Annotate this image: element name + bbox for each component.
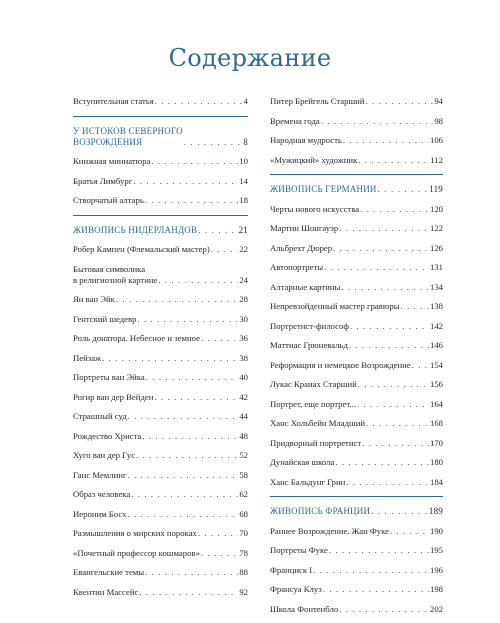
dot-leader: [324, 262, 429, 273]
page-number: 48: [239, 430, 248, 441]
dot-leader: [350, 321, 429, 332]
dot-leader: [390, 526, 429, 537]
toc-entry[interactable]: [270, 477, 443, 488]
dot-leader: [343, 135, 429, 146]
toc-entry[interactable]: [73, 509, 248, 520]
title-line: ЖИВОПИСЬ НИДЕРЛАНДОВ: [73, 224, 198, 235]
dot-leader: [371, 506, 428, 517]
dot-leader: [346, 477, 429, 488]
dot-leader: [142, 431, 238, 442]
dot-leader: [333, 243, 429, 254]
dot-leader: [201, 333, 238, 344]
page-number: 10: [239, 156, 248, 166]
dot-leader: [139, 587, 238, 598]
entry-title: Народная мудрость: [270, 135, 342, 145]
toc-entry[interactable]: [270, 243, 443, 254]
toc-entry[interactable]: [73, 450, 248, 461]
dot-leader: [154, 392, 238, 403]
entry-title: Пейзаж: [73, 352, 102, 363]
page-number: 170: [429, 437, 443, 448]
toc-entry[interactable]: [73, 294, 248, 305]
toc-entry[interactable]: [270, 545, 443, 556]
page-number: 58: [239, 469, 248, 480]
entry-title: Рождество Христа: [73, 430, 142, 441]
dot-leader: [137, 314, 238, 325]
entry-title: Портреты ван Эйка: [73, 372, 145, 382]
dot-leader: [362, 438, 429, 449]
title-line: в религиозной картине: [73, 274, 158, 285]
toc-section-heading[interactable]: [270, 506, 443, 517]
section-divider: [73, 116, 248, 117]
toc-entry[interactable]: [73, 392, 248, 403]
entry-title: Ханс Хольбейн Младший: [270, 418, 366, 428]
toc-entry[interactable]: [270, 116, 443, 127]
toc-entry[interactable]: [270, 526, 443, 537]
page-number: 134: [429, 281, 443, 292]
toc-entry[interactable]: [270, 604, 443, 615]
page-number: 36: [239, 333, 248, 343]
dot-leader: [145, 195, 239, 206]
title-line: ЖИВОПИСЬ ФРАНЦИИ: [270, 506, 371, 516]
entry-title: Раннее Возрождение. Жан Фуке: [270, 525, 389, 536]
toc-entry[interactable]: [270, 418, 443, 429]
page-number: 126: [429, 242, 443, 253]
page-number: 70: [239, 528, 248, 538]
entry-title: Непревзойденный мастер гравюры: [270, 301, 400, 311]
entry-title: Портреты Фуке: [270, 545, 328, 555]
entry-title: Реформация и немецкое Возрождение: [270, 359, 411, 370]
entry-title: Франциск I: [270, 564, 313, 575]
dot-leader: [341, 282, 429, 293]
entry-title: Мартин Шонгауэр: [270, 223, 339, 233]
page-number: 22: [239, 244, 248, 254]
toc-entry[interactable]: [270, 204, 443, 215]
section-divider: [270, 174, 443, 175]
dot-leader: [146, 372, 239, 383]
toc-entry[interactable]: [73, 470, 248, 481]
dot-leader: [349, 340, 429, 351]
page-number: 138: [429, 301, 443, 311]
entry-title: Придворный портретист: [270, 437, 362, 448]
dot-leader: [116, 294, 238, 305]
page-number: 42: [239, 391, 248, 402]
dot-leader: [151, 156, 238, 167]
toc-left-column: [73, 96, 248, 606]
toc-entry[interactable]: [73, 567, 248, 578]
dot-leader: [358, 379, 429, 390]
toc-entry[interactable]: [270, 438, 443, 449]
toc-entry[interactable]: [73, 353, 248, 364]
page-number: 184: [429, 476, 443, 487]
page-number: 106: [429, 135, 443, 145]
section-divider: [270, 496, 443, 497]
title-line: ЖИВОПИСЬ ГЕРМАНИИ: [270, 184, 377, 194]
toc-entry[interactable]: [73, 96, 248, 107]
toc-entry[interactable]: [270, 262, 443, 273]
page-number: 94: [434, 96, 443, 106]
dot-leader: [155, 96, 243, 107]
section-title: [270, 506, 370, 517]
dot-leader: [136, 450, 238, 461]
page-number: 120: [429, 203, 443, 214]
page-number: 98: [434, 115, 443, 126]
entry-title: Автопортреты: [270, 262, 324, 272]
title-line: Бытовая символика: [73, 263, 146, 274]
entry-title: Лукас Кранах Старший: [270, 379, 357, 389]
dot-leader: [201, 548, 238, 559]
page-number: 195: [429, 545, 443, 555]
toc-section-heading[interactable]: [270, 184, 443, 195]
dot-leader: [339, 223, 429, 234]
title-line: У ИСТОКОВ СЕВЕРНОГО: [73, 125, 183, 136]
page-number: 146: [429, 340, 443, 350]
page-number: 190: [429, 525, 443, 536]
entry-title: Роль донатора. Небесное и земное: [73, 333, 200, 343]
page-number: 28: [239, 294, 248, 304]
dot-leader: [321, 116, 434, 127]
dot-leader: [131, 489, 238, 500]
dot-leader: [128, 411, 239, 422]
toc-entry[interactable]: [270, 135, 443, 146]
entry-title: Гентский шедевр: [73, 313, 137, 324]
toc-entry[interactable]: [270, 96, 443, 107]
page-number: 112: [430, 154, 443, 165]
toc-entry[interactable]: [73, 372, 248, 383]
dot-leader: [401, 301, 429, 312]
toc-entry[interactable]: [73, 333, 248, 344]
entry-title: Створчатый алтарь: [73, 195, 144, 205]
dot-leader: [128, 470, 239, 481]
entry-title: Книжная миниатюра: [73, 156, 151, 166]
toc-entry[interactable]: [73, 314, 248, 325]
entry-title: Маттиас Грюневальд: [270, 340, 348, 350]
dot-leader: [211, 244, 239, 255]
toc-entry[interactable]: [270, 399, 443, 410]
dot-leader: [198, 528, 238, 539]
entry-title: «Почетный профессор кошмаров»: [73, 547, 200, 558]
toc-entry[interactable]: [73, 489, 248, 500]
toc-entry[interactable]: [270, 223, 443, 234]
entry-title: Ян ван Эйк: [73, 294, 115, 304]
entry-title: Альбрехт Дюрер: [270, 242, 333, 253]
entry-title: Вступительная статья: [73, 96, 154, 106]
page-number: 52: [239, 450, 248, 460]
entry-title: Рогир ван дер Вейден: [73, 391, 154, 402]
page-number: 40: [239, 372, 248, 382]
entry-title: Ганс Мемлинг: [73, 469, 127, 480]
entry-title: Питер Брейгель Старший: [270, 96, 365, 106]
dot-leader: [323, 584, 429, 595]
entry-title: Франсуа Клуэ: [270, 584, 322, 594]
toc-entry[interactable]: [73, 156, 248, 167]
page-title: Содержание: [168, 44, 332, 72]
toc-entry[interactable]: [73, 264, 248, 286]
page-number: 30: [239, 313, 248, 324]
toc-entry[interactable]: [270, 321, 443, 332]
dot-leader: [378, 184, 429, 195]
toc-entry[interactable]: [73, 548, 248, 559]
toc-section-heading[interactable]: [73, 225, 248, 236]
dot-leader: [184, 137, 242, 148]
page-number: 21: [238, 224, 248, 235]
toc-right-column: [270, 96, 443, 623]
page-number: 122: [429, 223, 443, 233]
toc-entry[interactable]: [270, 301, 443, 312]
dot-leader: [358, 155, 429, 166]
dot-leader: [339, 604, 429, 615]
dot-leader: [357, 399, 429, 410]
toc-entry[interactable]: [73, 587, 248, 598]
dot-leader: [412, 360, 429, 371]
page-number: 44: [239, 411, 248, 421]
entry-title: Хуго ван дер Гус: [73, 450, 136, 460]
section-title: [270, 184, 377, 195]
section-divider: [73, 215, 248, 216]
dot-leader: [145, 567, 238, 578]
entry-title: Черты нового искусства: [270, 203, 360, 214]
page-number: 198: [429, 584, 443, 594]
section-title: [73, 126, 183, 148]
entry-title: Времена года: [270, 115, 320, 126]
toc-entry[interactable]: [73, 195, 248, 206]
dot-leader: [127, 509, 238, 520]
page-number: 4: [243, 96, 248, 106]
page-number: 131: [429, 262, 443, 272]
page-number: 18: [239, 195, 248, 205]
page-number: 189: [428, 506, 443, 516]
dot-leader: [335, 457, 429, 468]
dot-leader: [133, 176, 238, 187]
dot-leader: [360, 204, 429, 215]
page-number: 196: [429, 564, 443, 575]
entry-title: Страшный суд: [73, 411, 127, 421]
page-number: 68: [239, 508, 248, 519]
page-number: 78: [239, 547, 248, 558]
title-line: ВОЗРОЖДЕНИЯ: [73, 136, 143, 147]
toc-entry[interactable]: [270, 360, 443, 371]
toc-entry[interactable]: [270, 282, 443, 293]
dot-leader: [329, 545, 429, 556]
dot-leader: [313, 565, 429, 576]
toc-entry[interactable]: [270, 155, 443, 166]
toc-entry[interactable]: [270, 340, 443, 351]
dot-leader: [158, 275, 238, 286]
toc-entry[interactable]: [270, 584, 443, 595]
page-number: 156: [429, 379, 443, 389]
entry-title: Портрет, еще портрет...: [270, 398, 356, 409]
dot-leader: [365, 96, 433, 107]
page-number: 24: [239, 274, 248, 285]
page-number: 38: [239, 352, 248, 363]
entry-title: Алтарные картины: [270, 281, 341, 292]
entry-title: Иероним Босх: [73, 508, 127, 519]
page-number: 88: [239, 567, 248, 577]
entry-title: Размышления о мирских пороках: [73, 528, 197, 538]
page-number: 142: [429, 320, 443, 331]
entry-title: [73, 264, 157, 286]
toc-entry[interactable]: [73, 411, 248, 422]
toc-entry[interactable]: [270, 457, 443, 468]
page-number: 154: [429, 359, 443, 370]
toc-entry[interactable]: [73, 528, 248, 539]
page-number: 8: [243, 136, 248, 147]
entry-title: Евангельские темы: [73, 567, 145, 577]
dot-leader: [366, 418, 429, 429]
toc-section-heading[interactable]: [73, 126, 248, 148]
entry-title: Братья Лимбург: [73, 175, 133, 186]
entry-title: Ханс Бальдунг Грин: [270, 476, 346, 487]
entry-title: Дунайская школа: [270, 457, 335, 467]
toc-entry[interactable]: [270, 565, 443, 576]
page-number: 202: [429, 603, 443, 614]
entry-title: «Мужицкий» художник: [270, 154, 358, 165]
entry-title: Образ человека: [73, 489, 131, 499]
page-number: 180: [429, 457, 443, 467]
toc-entry[interactable]: [73, 176, 248, 187]
page-number: 164: [429, 398, 443, 409]
page-number: 119: [429, 184, 443, 194]
page-number: 62: [239, 489, 248, 499]
entry-title: Школа Фонтенбло: [270, 603, 339, 614]
page-number: 14: [239, 175, 248, 186]
dot-leader: [102, 353, 238, 364]
section-title: [73, 225, 197, 236]
entry-title: Квентин Массейс: [73, 586, 139, 597]
dot-leader: [198, 225, 237, 236]
entry-title: Портретист-философ: [270, 320, 349, 331]
page-number: 168: [429, 418, 443, 428]
entry-title: Робер Кампен (Флемальский мастер): [73, 244, 210, 254]
toc-entry[interactable]: [73, 431, 248, 442]
toc-entry[interactable]: [270, 379, 443, 390]
page-number: 92: [239, 586, 248, 597]
toc-entry[interactable]: [73, 244, 248, 255]
